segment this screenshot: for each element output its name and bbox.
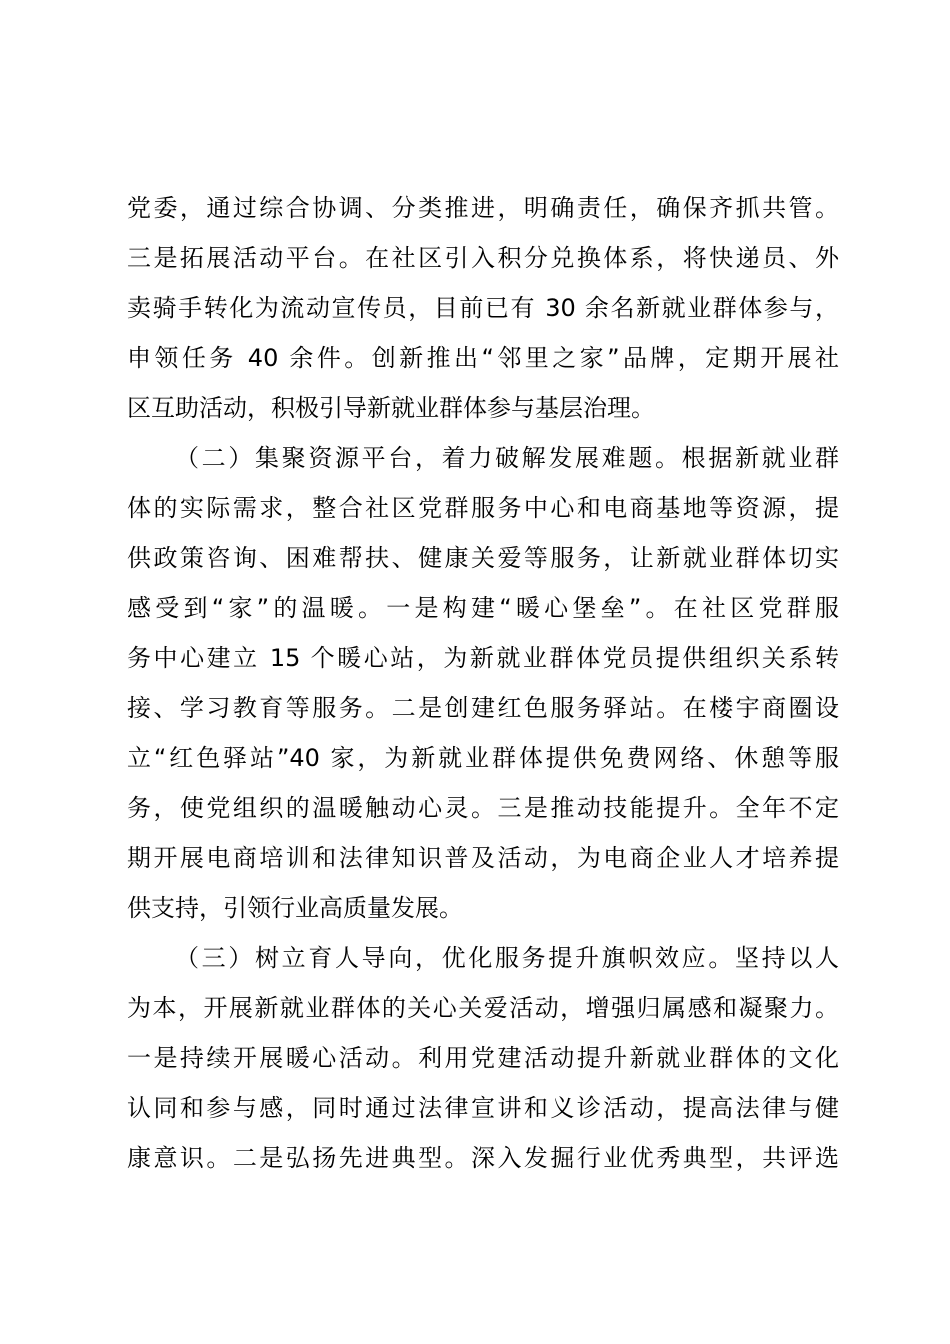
text-line: 接、学习教育等服务。二是创建红色服务驿站。在楼宇商圈设 <box>127 694 839 722</box>
text-line: 卖骑手转化为流动宣传员，目前已有 30 余名新就业群体参与， <box>127 294 839 322</box>
text-line: 申领任务 40 余件。创新推出“邻里之家”品牌，定期开展社 <box>127 344 839 372</box>
text-line: 感受到“家”的温暖。一是构建“暖心堡垒”。在社区党群服 <box>127 594 839 622</box>
text-line: 党委，通过综合协调、分类推进，明确责任，确保齐抓共管。 <box>127 194 839 222</box>
text-line: 体的实际需求，整合社区党群服务中心和电商基地等资源，提 <box>127 494 839 522</box>
text-line: （三）树立育人导向，优化服务提升旗帜效应。坚持以人 <box>175 944 839 972</box>
text-line: 供政策咨询、困难帮扶、健康关爱等服务，让新就业群体切实 <box>127 544 839 572</box>
text-line: （二）集聚资源平台，着力破解发展难题。根据新就业群 <box>175 444 839 472</box>
text-line: 康意识。二是弘扬先进典型。深入发掘行业优秀典型，共评选 <box>127 1144 839 1172</box>
text-line: 为本，开展新就业群体的关心关爱活动，增强归属感和凝聚力。 <box>127 994 839 1022</box>
text-line: 期开展电商培训和法律知识普及活动，为电商企业人才培养提 <box>127 844 839 872</box>
text-line: 三是拓展活动平台。在社区引入积分兑换体系，将快递员、外 <box>127 244 839 272</box>
text-line: 认同和参与感，同时通过法律宣讲和义诊活动，提高法律与健 <box>127 1094 839 1122</box>
text-line: 供支持，引领行业高质量发展。 <box>127 894 463 922</box>
text-line: 务，使党组织的温暖触动心灵。三是推动技能提升。全年不定 <box>127 794 839 822</box>
text-line: 区互助活动，积极引导新就业群体参与基层治理。 <box>127 394 655 422</box>
body-text <box>127 183 839 1183</box>
text-line: 务中心建立 15 个暖心站，为新就业群体党员提供组织关系转 <box>127 644 839 672</box>
text-line: 立“红色驿站”40 家，为新就业群体提供免费网络、休憩等服 <box>127 744 839 772</box>
text-line: 一是持续开展暖心活动。利用党建活动提升新就业群体的文化 <box>127 1044 839 1072</box>
